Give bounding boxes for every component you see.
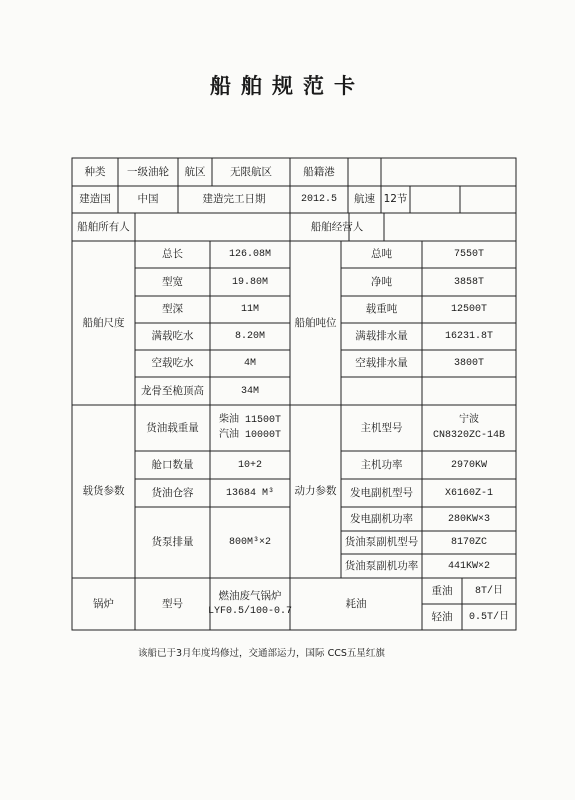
country-value: 中国 — [137, 193, 159, 205]
tonnage-label: 满载排水量 — [355, 330, 408, 342]
port-value — [348, 158, 381, 186]
cargo-load-label: 货油载重量 — [146, 421, 199, 434]
area-value: 无限航区 — [230, 165, 272, 178]
boiler-model-label: 型号 — [162, 597, 183, 610]
dim-value: 19.80M — [231, 276, 268, 288]
tonnage-value: 12500T — [450, 304, 487, 315]
dim-value: 4M — [243, 358, 256, 369]
dim-value: 11M — [240, 304, 259, 315]
pump-engine-power-label: 货油泵副机功率 — [344, 559, 419, 572]
tonnage-value: 3858T — [453, 276, 484, 288]
type-label: 种类 — [84, 165, 106, 178]
generator-model-value: X6160Z-1 — [444, 487, 493, 499]
tank-value: 13684 M³ — [225, 487, 274, 499]
generator-power-value: 280KW×3 — [447, 513, 490, 525]
dim-label: 满载吃水 — [151, 330, 194, 342]
country-label: 建造国 — [79, 193, 111, 205]
fuel-consumption-label: 耗油 — [345, 597, 367, 610]
heavy-oil-label: 重油 — [431, 584, 453, 597]
generator-power-label: 发电副机功率 — [350, 512, 413, 525]
hatch-value: 10+2 — [237, 459, 262, 471]
owner-value — [135, 213, 290, 241]
speed-label: 航速 — [354, 193, 375, 205]
generator-model-label: 发电副机型号 — [350, 486, 413, 499]
boiler-label: 锅炉 — [93, 597, 114, 610]
pump-engine-model-label: 货油泵副机型号 — [344, 536, 419, 548]
light-oil-value: 0.5T/日 — [468, 611, 509, 623]
pump-engine-power-value: 441KW×2 — [447, 560, 490, 572]
engine-power-value: 2970KW — [450, 459, 487, 471]
heavy-oil-value: 8T/日 — [474, 585, 503, 597]
boiler-code: LYF0.5/100-0.7 — [208, 606, 293, 617]
engine-model-label: 主机型号 — [360, 421, 403, 434]
cargo-group-label: 载货参数 — [82, 485, 125, 497]
pump-label: 货泵排量 — [151, 536, 194, 548]
engine-power-label: 主机功率 — [360, 458, 403, 471]
operator-value — [384, 213, 516, 241]
tonnage-group-label: 船舶吨位 — [294, 316, 337, 329]
dim-label: 龙骨至桅顶高 — [141, 384, 204, 397]
dim-label: 总长 — [162, 248, 183, 260]
footer-note: 该船已于3月年度坞修过，交通部运力，国际 CCS五星红旗 — [138, 648, 385, 659]
dim-label: 型深 — [162, 303, 183, 315]
engine-model-value — [422, 405, 516, 451]
dim-label: 型宽 — [162, 275, 183, 288]
hatch-label: 舱口数量 — [151, 458, 194, 471]
port-label: 船籍港 — [303, 165, 335, 178]
tonnage-label: 总吨 — [371, 248, 392, 260]
dimensions-group-label: 船舶尺度 — [82, 316, 125, 329]
operator-label: 船舶经营人 — [310, 220, 364, 233]
tonnage-label: 空载排水量 — [355, 357, 408, 369]
dim-value: 8.20M — [234, 331, 265, 342]
engine-model: CN8320ZC-14B — [432, 430, 505, 441]
power-group-label: 动力参数 — [294, 485, 337, 497]
built-date-label: 建造完工日期 — [202, 193, 266, 205]
owner-label: 船舶所有人 — [77, 220, 130, 233]
tonnage-value: 3800T — [453, 358, 484, 369]
boiler-model-value — [208, 578, 293, 630]
dim-value: 126.08M — [228, 249, 271, 260]
cargo-load-value — [210, 405, 290, 451]
tonnage-value: 7550T — [453, 249, 484, 260]
cargo-load-diesel: 柴油 11500T — [218, 415, 281, 426]
tonnage-label: 载重吨 — [365, 303, 398, 315]
document-title: 船舶规范卡 — [210, 74, 365, 98]
light-oil-label: 轻油 — [431, 610, 453, 623]
tonnage-label: 净吨 — [371, 275, 392, 288]
tonnage-value: 16231.8T — [444, 331, 493, 342]
area-label: 航区 — [184, 165, 206, 178]
speed-value: 12节 — [383, 193, 408, 205]
built-date-value: 2012.5 — [300, 194, 337, 205]
cargo-load-gasoline: 汽油 10000T — [218, 430, 281, 441]
boiler-type: 燃油废气锅炉 — [218, 590, 282, 602]
engine-maker: 宁波 — [459, 415, 479, 426]
type-value: 一级油轮 — [127, 165, 169, 178]
dim-label: 空载吃水 — [151, 357, 194, 369]
pump-engine-model-value: 8170ZC — [450, 537, 487, 548]
dim-value: 34M — [240, 385, 259, 397]
tank-label: 货油仓容 — [151, 486, 194, 499]
pump-value: 800M³×2 — [228, 537, 271, 548]
